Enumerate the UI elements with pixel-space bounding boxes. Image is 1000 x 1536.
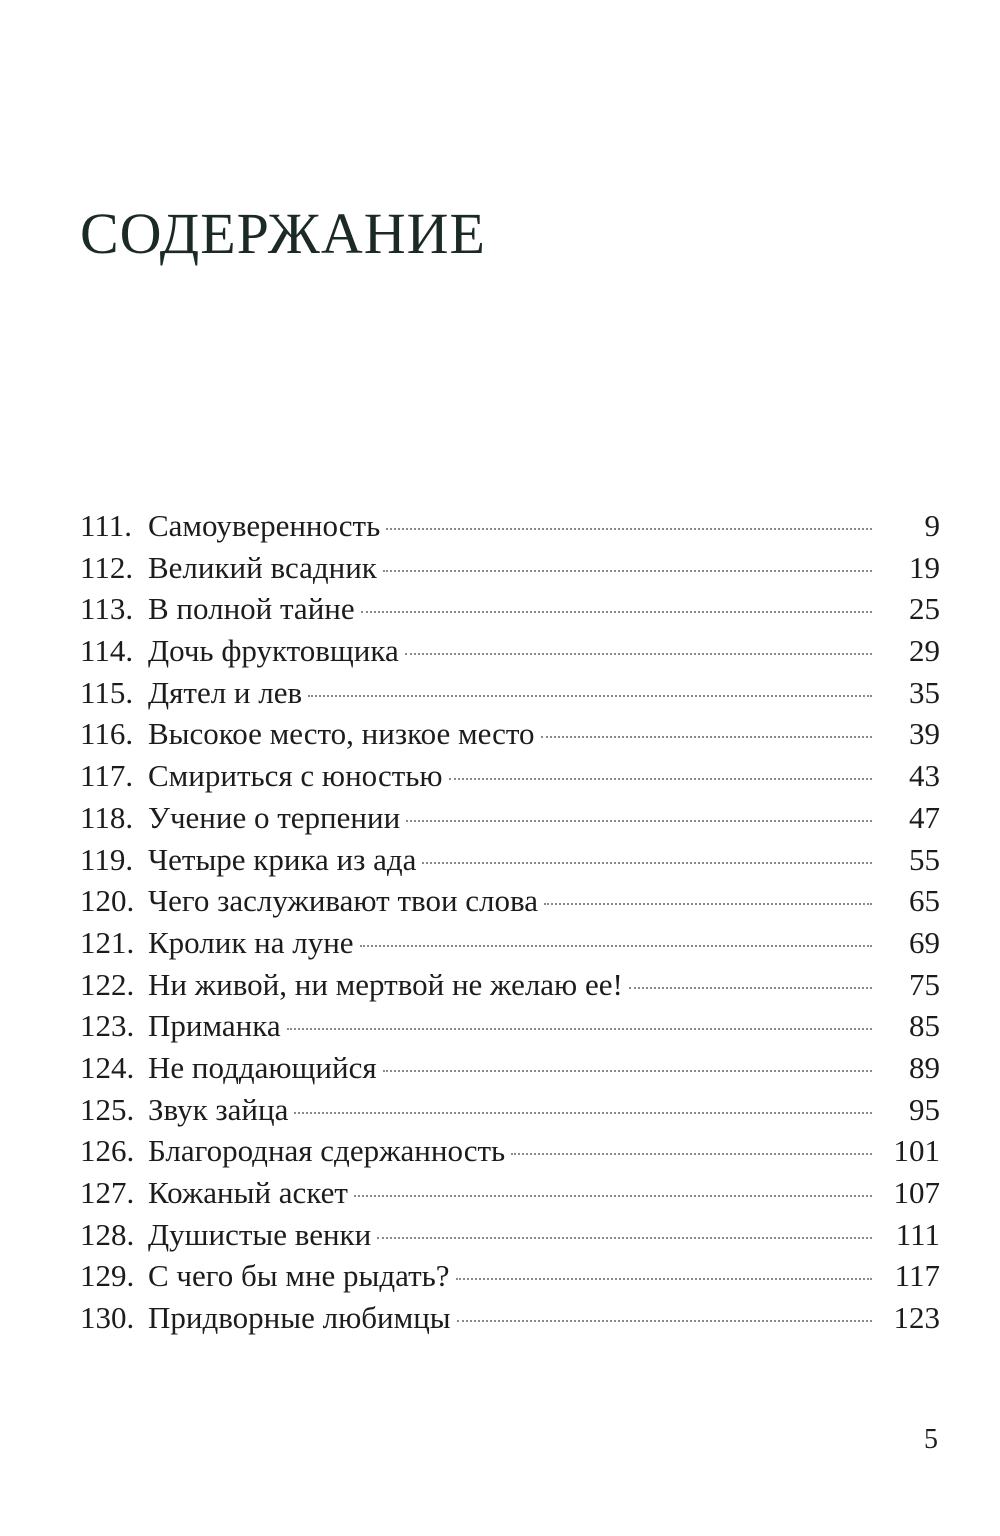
dot-leader [383,1070,872,1072]
toc-entry[interactable] [80,922,940,964]
dot-leader [294,1112,872,1114]
chapter-title: Придворные любимцы [148,1300,451,1336]
chapter-page: 107 [893,1175,940,1210]
chapter-title: Чего заслуживают твои слова [148,883,538,919]
chapter-page: 29 [909,633,940,669]
dot-leader [422,862,872,864]
chapter-number: 121. [80,924,135,960]
chapter-page: 35 [909,674,940,710]
dot-leader [511,1153,872,1155]
chapter-page: 85 [909,1008,940,1044]
chapter-number: 116. [80,716,134,752]
chapter-title: Кожаный аскет [148,1175,348,1210]
toc-entry[interactable] [80,505,940,547]
toc-entry[interactable] [80,755,940,797]
dot-leader [386,528,872,530]
toc-entry[interactable] [80,547,940,589]
chapter-number: 125. [80,1091,135,1127]
chapter-title: Душистые венки [148,1216,372,1252]
chapter-title: Звук зайца [148,1091,289,1127]
chapter-page: 75 [909,966,940,1002]
toc-entry[interactable] [80,797,940,839]
chapter-page: 9 [924,508,940,543]
toc-entry[interactable] [80,964,940,1006]
chapter-page: 101 [893,1133,940,1169]
chapter-number: 118. [80,799,134,835]
dot-leader [541,736,872,738]
toc-entry[interactable] [80,1089,940,1131]
page-title: СОДЕРЖАНИЕ [80,201,486,266]
toc-entry[interactable] [80,1172,940,1214]
dot-leader [287,1028,872,1030]
dot-leader [456,1278,872,1280]
chapter-title: Высокое место, низкое место [148,716,535,752]
chapter-page: 55 [909,841,940,877]
chapter-title: Не поддающийся [148,1049,377,1085]
chapter-page: 47 [909,799,940,835]
toc-entry[interactable] [80,839,940,881]
chapter-number: 129. [80,1258,135,1294]
chapter-title: Дочь фруктовщика [148,633,399,669]
chapter-number: 112. [80,549,134,585]
chapter-page: 69 [909,924,940,960]
chapter-title: Приманка [148,1008,281,1044]
chapter-number: 128. [80,1216,135,1252]
chapter-page: 19 [909,549,940,585]
toc-entry[interactable] [80,588,940,630]
toc-entry[interactable] [80,1297,940,1339]
chapter-page: 65 [909,883,940,919]
chapter-page: 89 [909,1049,940,1085]
chapter-title: В полной тайне [148,591,355,627]
chapter-number: 124. [80,1049,135,1085]
chapter-page: 39 [909,716,940,752]
dot-leader [544,903,872,905]
chapter-number: 117. [80,758,134,794]
dot-leader [457,1320,872,1322]
chapter-page: 123 [893,1300,940,1336]
toc-entry[interactable] [80,1214,940,1256]
chapter-number: 114. [80,633,134,669]
dot-leader [449,778,872,780]
page-number: 5 [924,1424,938,1455]
toc-entry[interactable] [80,672,940,714]
toc-entry[interactable] [80,880,940,922]
toc-entry[interactable] [80,713,940,755]
chapter-page: 43 [909,758,940,794]
chapter-number: 111. [80,508,132,543]
chapter-title: Самоуверенность [148,508,381,543]
dot-leader [360,945,872,947]
chapter-title: Великий всадник [148,549,377,585]
chapter-title: Благородная сдержанность [148,1133,506,1169]
toc-entry[interactable] [80,1255,940,1297]
chapter-title: Дятел и лев [148,674,303,710]
chapter-title: Ни живой, ни мертвой не желаю ее! [148,966,623,1002]
dot-leader [361,611,872,613]
toc-entry[interactable] [80,1130,940,1172]
chapter-title: Кролик на луне [148,924,354,960]
chapter-page: 25 [909,591,940,627]
dot-leader [354,1195,872,1197]
chapter-number: 113. [80,591,134,627]
chapter-number: 120. [80,883,135,919]
chapter-number: 115. [80,674,134,710]
dot-leader [629,987,872,989]
chapter-number: 122. [80,966,135,1002]
dot-leader [377,1237,872,1239]
chapter-number: 130. [80,1300,135,1336]
chapter-title: Четыре крика из ада [148,841,417,877]
chapter-number: 119. [80,841,134,877]
chapter-title: С чего бы мне рыдать? [148,1258,450,1294]
chapter-page: 111 [895,1216,940,1252]
dot-leader [406,820,872,822]
chapter-number: 123. [80,1008,135,1044]
chapter-page: 117 [894,1258,940,1294]
chapter-title: Учение о терпении [148,799,401,835]
toc-entry[interactable] [80,1047,940,1089]
chapter-title: Смириться с юностью [148,758,443,794]
chapter-page: 95 [909,1091,940,1127]
toc-entry[interactable] [80,1005,940,1047]
chapter-number: 126. [80,1133,135,1169]
dot-leader [308,695,872,697]
table-of-contents [80,505,940,1339]
toc-entry[interactable] [80,630,940,672]
chapter-number: 127. [80,1175,135,1210]
dot-leader [383,570,872,572]
dot-leader [405,653,872,655]
